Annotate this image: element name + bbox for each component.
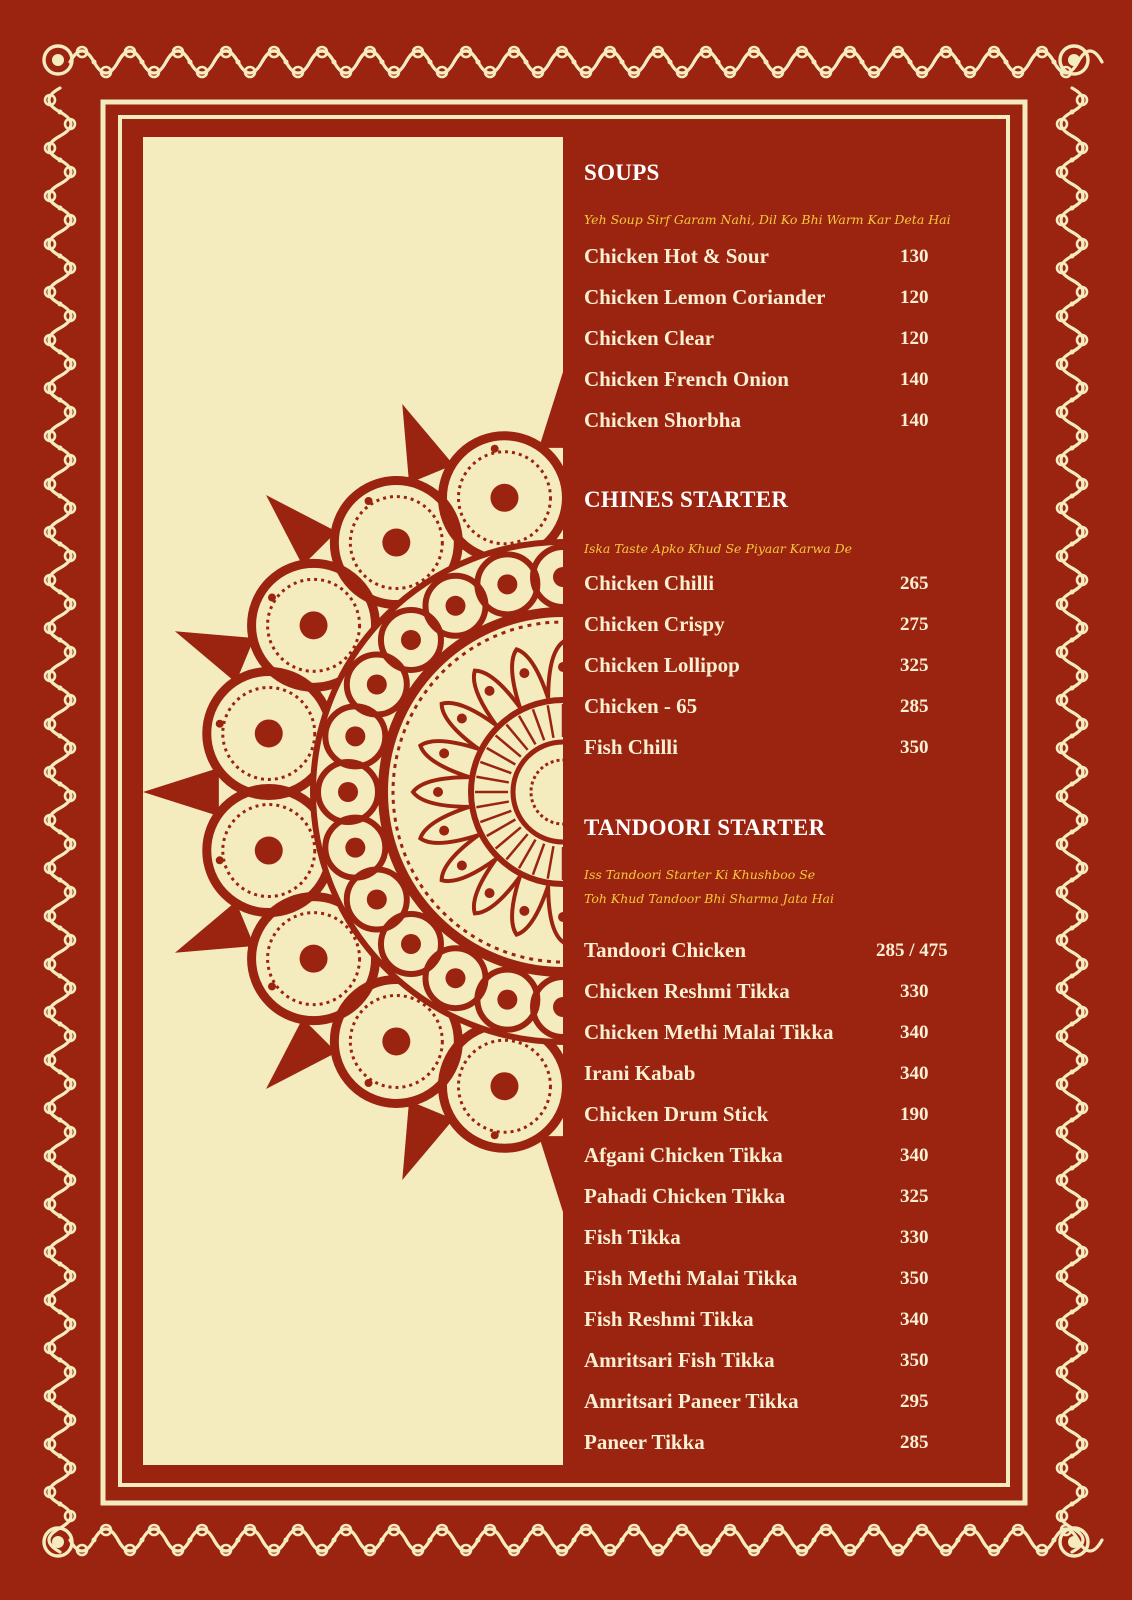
menu-item-name: Irani Kabab: [584, 1061, 696, 1085]
menu-item-name: Chicken French Onion: [584, 367, 789, 391]
menu-item-name: Afgani Chicken Tikka: [584, 1143, 783, 1167]
menu-item-name: Chicken Lemon Coriander: [584, 285, 826, 309]
menu-item-name: Chicken - 65: [584, 694, 698, 718]
menu-item-price: 350: [900, 737, 929, 758]
menu-item-price: 140: [900, 369, 929, 390]
menu-item-price: 340: [900, 1022, 929, 1043]
menu-item-name: Fish Methi Malai Tikka: [584, 1266, 798, 1290]
menu-item-name: Fish Tikka: [584, 1225, 681, 1249]
sec-1-heading: CHINES STARTER: [584, 487, 789, 512]
menu-item-price: 350: [900, 1268, 929, 1289]
sec-0-tagline: Yeh Soup Sirf Garam Nahi, Dil Ko Bhi Warm Kar Deta Hai: [584, 212, 951, 227]
menu-item-name: Fish Reshmi Tikka: [584, 1307, 754, 1331]
menu-item-price: 330: [900, 1227, 929, 1248]
menu-item-name: Chicken Methi Malai Tikka: [584, 1020, 834, 1044]
menu-item-price: 140: [900, 410, 929, 431]
menu-item-name: Tandoori Chicken: [584, 938, 747, 962]
menu-item-price: 340: [900, 1145, 929, 1166]
sec-2-tagline-line-2: Toh Khud Tandoor Bhi Sharma Jata Hai: [584, 891, 834, 906]
menu-item-name: Chicken Clear: [584, 326, 715, 350]
menu-item-price: 190: [900, 1104, 929, 1125]
menu-item-name: Amritsari Paneer Tikka: [584, 1389, 799, 1413]
menu-item-price: 325: [900, 655, 929, 676]
sec-0-heading: SOUPS: [584, 160, 660, 185]
menu-item-name: Chicken Drum Stick: [584, 1102, 769, 1126]
menu-item-name: Chicken Hot & Sour: [584, 244, 769, 268]
sec-2-heading: TANDOORI STARTER: [584, 815, 826, 840]
menu-item-price: 265: [900, 573, 929, 594]
menu-item-name: Amritsari Fish Tikka: [584, 1348, 775, 1372]
menu-item-price: 325: [900, 1186, 929, 1207]
menu-item-price: 120: [900, 287, 929, 308]
menu-item-price: 285: [900, 1432, 929, 1453]
menu-item-price: 295: [900, 1391, 929, 1412]
menu-item-price: 340: [900, 1063, 929, 1084]
menu-item-price: 275: [900, 614, 929, 635]
menu-item-name: Pahadi Chicken Tikka: [584, 1184, 786, 1208]
menu-item-name: Chicken Lollipop: [584, 653, 740, 677]
menu-item-price: 340: [900, 1309, 929, 1330]
menu-item-price: 130: [900, 246, 929, 267]
sec-2-tagline-line-1: Iss Tandoori Starter Ki Khushboo Se: [584, 867, 816, 882]
menu-item-name: Chicken Crispy: [584, 612, 725, 636]
menu-item-price: 350: [900, 1350, 929, 1371]
menu-item-price: 285: [900, 696, 929, 717]
menu-item-name: Chicken Chilli: [584, 571, 715, 595]
menu-item-price: 330: [900, 981, 929, 1002]
menu-item-name: Chicken Reshmi Tikka: [584, 979, 790, 1003]
menu-item-name: Fish Chilli: [584, 735, 678, 759]
menu-item-name: Paneer Tikka: [584, 1430, 705, 1454]
menu-item-name: Chicken Shorbha: [584, 408, 741, 432]
sec-1-tagline: Iska Taste Apko Khud Se Piyaar Karwa De: [584, 541, 853, 556]
menu-item-price: 285 / 475: [876, 940, 948, 961]
menu-item-price: 120: [900, 328, 929, 349]
